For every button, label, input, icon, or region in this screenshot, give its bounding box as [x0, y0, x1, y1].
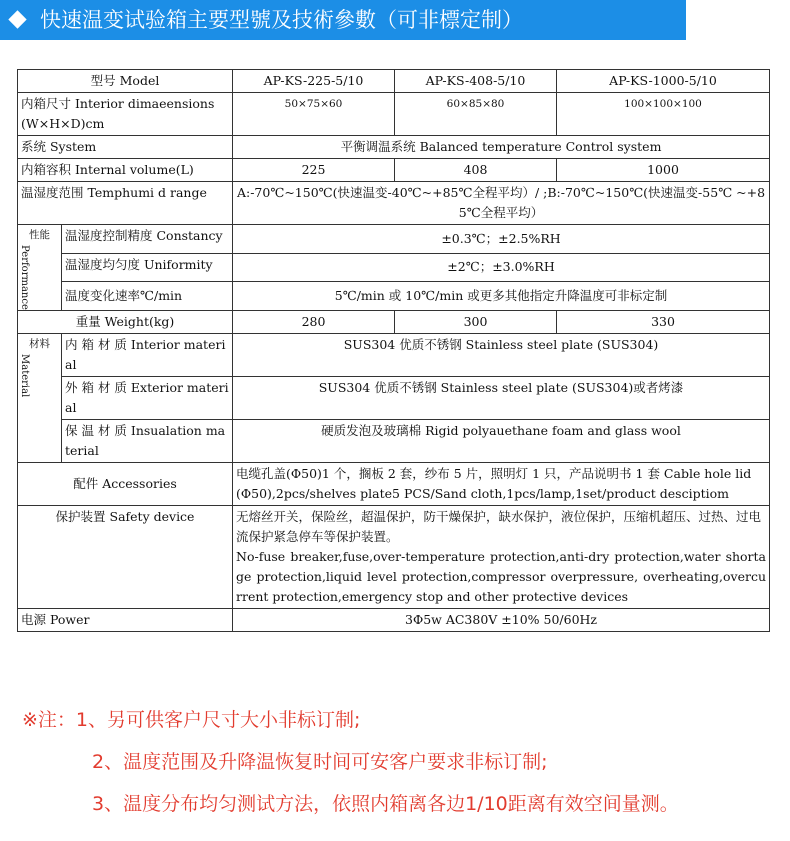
model-1: AP-KS-225-5/10 [233, 70, 395, 93]
safety-value-cn: 无熔丝开关，保险丝，超温保护，防干燥保护，缺水保护，液位保护，压缩机超压、过热、过电流保护紧急停车等保护装置。 [236, 508, 762, 544]
table-row [18, 70, 770, 93]
table-row [18, 310, 770, 333]
interior-1: 50×75×60 [233, 93, 395, 136]
model-label: 型号 Model [18, 70, 233, 93]
diamond-icon [8, 10, 26, 28]
model-2: AP-KS-408-5/10 [395, 70, 557, 93]
material-en: Material [19, 353, 30, 398]
insulation-material-value: 硬质发泡及玻璃棉 Rigid polyauethane foam and glass wool [233, 419, 770, 462]
table-row [18, 182, 770, 225]
weight-2: 300 [395, 310, 557, 333]
safety-label: 保护装置 Safety device [18, 505, 233, 608]
table-row [18, 333, 770, 376]
rate-value: 5℃/min 或 10℃/min 或更多其他指定升降温度可非标定制 [233, 282, 770, 311]
constancy-value: ±0.3℃；±2.5%RH [233, 225, 770, 254]
model-3: AP-KS-1000-5/10 [557, 70, 770, 93]
safety-value [233, 505, 770, 608]
interior-material-value: SUS304 优质不锈钢 Stainless steel plate (SUS304) [233, 333, 770, 376]
power-label: 电源 Power [18, 608, 233, 631]
table-row [18, 253, 770, 282]
constancy-label: 温湿度控制精度 Constancy [62, 225, 233, 254]
table-row [18, 505, 770, 608]
exterior-material-label: 外 箱 材 质 Exterior material [62, 376, 233, 419]
volume-1: 225 [233, 159, 395, 182]
material-cn: 材料 [29, 337, 50, 350]
volume-2: 408 [395, 159, 557, 182]
table-row [18, 376, 770, 419]
uniformity-label: 温湿度均匀度 Uniformity [62, 253, 233, 282]
volume-label: 内箱容积 Internal volume(L) [18, 159, 233, 182]
temp-range-label: 温湿度范围 Temphumi d range [18, 182, 233, 225]
system-value: 平衡调温系统 Balanced temperature Control system [233, 136, 770, 159]
note-2: 2、温度范围及升降温恢复时间可安客户要求非标订制; [92, 751, 548, 773]
insulation-material-label: 保 温 材 质 Insualation material [62, 419, 233, 462]
power-value: 3Φ5w AC380V ±10% 50/60Hz [233, 608, 770, 631]
accessories-value: 电缆孔盖(Φ50)1 个，搁板 2 套，纱布 5 片，照明灯 1 只，产品说明书 1 套 Cable hole lid(Φ50),2pcs/shelves plate5 PCS/Sand cloth,1pcs/lamp,1set/product desciptiom [233, 462, 770, 505]
note-1: ※注：1、另可供客户尺寸大小非标订制; [22, 709, 361, 731]
interior-2: 60×85×80 [395, 93, 557, 136]
volume-3: 1000 [557, 159, 770, 182]
performance-cn: 性能 [29, 229, 50, 241]
table-row [18, 282, 770, 311]
weight-label: 重量 Weight(kg) [18, 310, 233, 333]
table-row [18, 93, 770, 136]
table-row [18, 419, 770, 462]
weight-3: 330 [557, 310, 770, 333]
rate-label: 温度变化速率℃/min [62, 282, 233, 311]
interior-material-label: 内 箱 材 质 Interior material [62, 333, 233, 376]
performance-en: Performance [19, 245, 30, 310]
exterior-material-value: SUS304 优质不锈钢 Stainless steel plate (SUS304)或者烤漆 [233, 376, 770, 419]
table-row [18, 462, 770, 505]
spec-table [17, 69, 770, 632]
table-row [18, 136, 770, 159]
uniformity-value: ±2℃；±3.0%RH [233, 253, 770, 282]
temp-range-value: A:-70℃~150℃(快速温变-40℃~+85℃全程平均）/ ;B:-70℃~150℃(快速温变-55℃ ~+85℃全程平均） [233, 182, 770, 225]
performance-group [18, 225, 62, 311]
weight-1: 280 [233, 310, 395, 333]
material-group [18, 333, 62, 462]
table-row [18, 225, 770, 254]
interior-3: 100×100×100 [557, 93, 770, 136]
safety-value-en: No-fuse breaker,fuse,over-temperature protection,anti-dry protection,water shortage protection,liquid level protection,compressor overpressure, overheating,overcurrent protection,emergency stop and other protective devices [236, 548, 767, 604]
table-row [18, 608, 770, 631]
table-row [18, 159, 770, 182]
title-banner [0, 0, 686, 40]
banner-title: 快速温变试验箱主要型號及技術參數（可非標定制） [40, 8, 523, 32]
note-3: 3、温度分布均匀测试方法，依照内箱离各边1/10距离有效空间量测。 [92, 793, 679, 815]
accessories-label: 配件 Accessories [18, 462, 233, 505]
interior-label: 内箱尺寸 Interior dimaeensions (W×H×D)cm [18, 93, 233, 136]
system-label: 系统 System [18, 136, 233, 159]
